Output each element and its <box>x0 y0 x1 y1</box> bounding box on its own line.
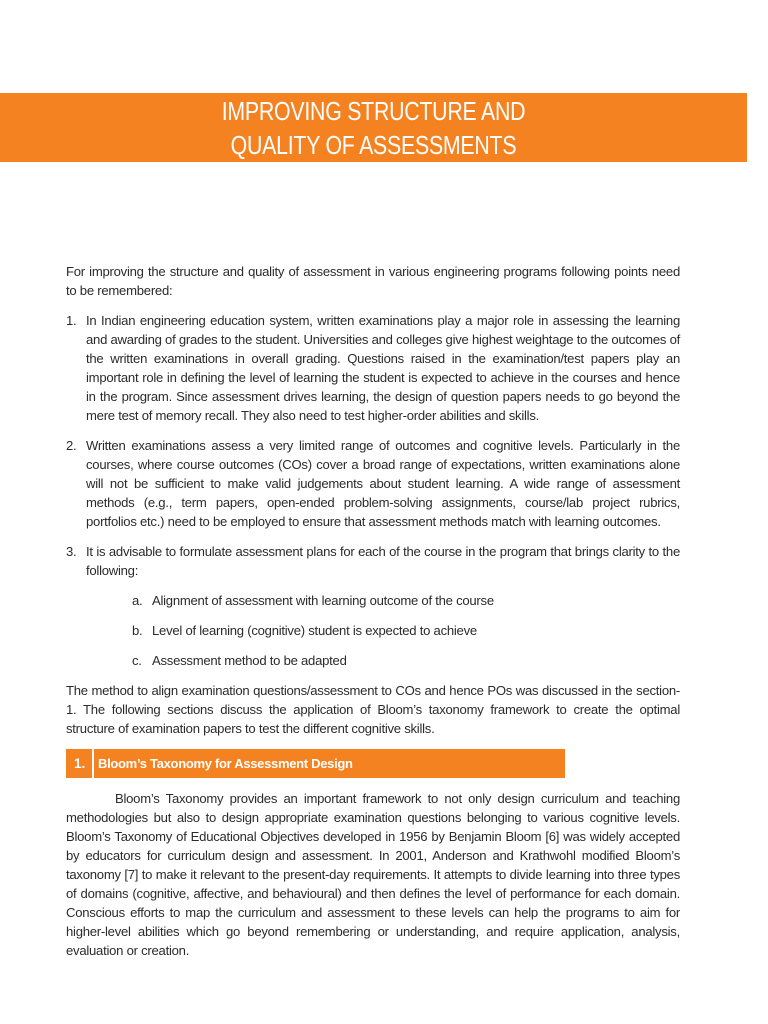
main-content <box>66 262 680 738</box>
sub-list-item <box>86 621 680 640</box>
intro-paragraph: For improving the structure and quality of assessment in various engineering programs following points need to be remembered: <box>66 264 680 298</box>
title-banner <box>0 93 747 162</box>
sub-list-item <box>86 651 680 670</box>
list-item <box>66 436 680 531</box>
section-number: 1. <box>74 756 86 771</box>
section-title: Bloom’s Taxonomy for Assessment Design <box>98 756 353 771</box>
list-item-text: It is advisable to formulate assessment plans for each of the course in the program that brings clarity to the following: <box>86 544 680 578</box>
sub-list-item-letter: a. <box>132 593 143 608</box>
section-divider <box>92 749 94 778</box>
sub-list-item-text: Level of learning (cognitive) student is expected to achieve <box>152 623 477 638</box>
list-item-number: 3. <box>66 544 77 559</box>
sub-list-item-letter: c. <box>132 653 142 668</box>
section-heading-bar <box>66 749 565 778</box>
bloom-section-body <box>66 789 680 960</box>
list-item-number: 1. <box>66 313 77 328</box>
list-item <box>66 542 680 670</box>
list-item <box>66 311 680 425</box>
sub-list <box>86 591 680 670</box>
closing-paragraph: The method to align examination questions/assessment to COs and hence POs was discussed in the section-1. The following sections discuss the application of Bloom’s taxonomy framework to create the optimal structure of examination papers to test the different cognitive skills. <box>66 683 680 736</box>
list-item-text: Written examinations assess a very limited range of outcomes and cognitive levels. Particularly in the courses, where course outcomes (COs) cover a broad range of expectations, written examinations alone will not be sufficient to make valid judgements about student learning. A wide range of assessment methods (e.g., term papers, open-ended problem-solving assignments, course/lab project rubrics, portfolios etc.) need to be employed to ensure that assessment methods match with learning outcomes. <box>86 438 680 529</box>
bloom-paragraph: Bloom’s Taxonomy provides an important framework to not only design curriculum and teaching methodologies but also to design appropriate examination questions belonging to various cognitive levels. Bloom’s Taxonomy of Educational Objectives developed in 1956 by Benjamin Bloom [6] was widely accepted by educators for curriculum design and assessment. In 2001, Anderson and Krathwohl modified Bloom’s taxonomy [7] to make it relevant to the present-day requirements. It attempts to divide learning into three types of domains (cognitive, affective, and behavioural) and then defines the level of performance for each domain. Conscious efforts to map the curriculum and assessment to these levels can help the programs to aim for higher-level abilities which go beyond remembering or understanding, and require application, analysis, evaluation or creation. <box>66 791 680 958</box>
page-title-line-1: IMPROVING STRUCTURE AND <box>221 96 526 126</box>
sub-list-item <box>86 591 680 610</box>
sub-list-item-letter: b. <box>132 623 143 638</box>
points-list <box>66 311 680 670</box>
sub-list-item-text: Alignment of assessment with learning outcome of the course <box>152 593 494 608</box>
list-item-text: In Indian engineering education system, written examinations play a major role in assessing the learning and awarding of grades to the student. Universities and colleges give highest weightage to the outcomes of the written examinations in overall grading. Questions raised in the examination/test papers play an important role in defining the level of learning the student is expected to achieve in the courses and hence in the program. Since assessment drives learning, the design of question papers needs to go beyond the mere test of memory recall. They also need to test higher-order abilities and skills. <box>86 313 680 423</box>
page-title-line-2: QUALITY OF ASSESSMENTS <box>230 130 517 160</box>
list-item-number: 2. <box>66 438 77 453</box>
sub-list-item-text: Assessment method to be adapted <box>152 653 347 668</box>
